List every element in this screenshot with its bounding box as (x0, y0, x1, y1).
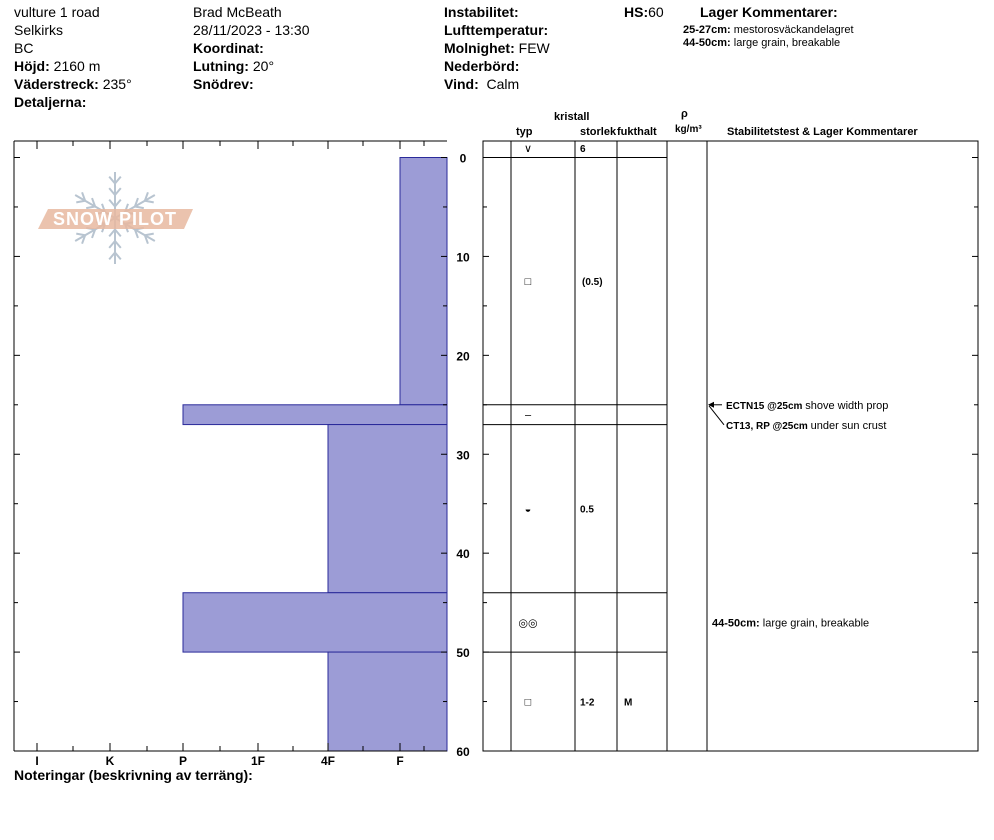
instability-label: Instabilitet: (444, 4, 519, 20)
crystal-type-symbol: □ (524, 276, 532, 289)
hs-value: 60 (648, 4, 664, 20)
details-label: Detaljerna: (14, 94, 87, 110)
hardness-layer-2 (183, 405, 447, 425)
crystal-type-symbol: ◒ (524, 503, 532, 516)
hardness-layer-1 (400, 158, 447, 405)
depth-tick-label: 30 (456, 448, 470, 463)
crystal-type-symbol: ∨ (523, 143, 533, 155)
hardness-tick-label: P (178, 754, 188, 768)
crystal-size-label: 6 (580, 144, 586, 155)
hardness-tick-label: I (35, 754, 39, 768)
coordinate-label: Koordinat: (193, 40, 264, 56)
snowflake-branch (135, 207, 144, 209)
crystal-type-symbol: □ (524, 696, 532, 709)
location: vulture 1 road (14, 4, 100, 20)
chart-frames (14, 141, 978, 751)
depth-tick-label: 0 (459, 151, 467, 166)
hs-label: HS: (624, 4, 649, 20)
snowflake-branch (76, 234, 85, 236)
depth-tick-label: 20 (456, 349, 470, 364)
col-kristall: kristall (554, 111, 590, 123)
col-rho: ρ (681, 108, 688, 120)
snowpilot-logo (38, 172, 193, 264)
col-typ: typ (516, 126, 533, 138)
stability-tests (708, 400, 888, 630)
hardness-tick-label: 1F (250, 754, 266, 768)
col-storlek: storlek (580, 126, 617, 138)
slope-label: Lutning: (193, 58, 249, 74)
cloud-cover-label: Molnighet: (444, 40, 515, 56)
stability-test-label: ECTN15 @25cm (726, 400, 806, 412)
hardness-tick-label: F (396, 754, 404, 768)
col-density-unit: kg/m³ (675, 124, 702, 135)
stability-test-2 (726, 420, 886, 432)
crystal-type-symbol: ◎◎ (518, 617, 538, 630)
depth-tick-label: 60 (456, 745, 470, 759)
hardness-layer-5 (328, 652, 447, 751)
col-fukthalt: fukthalt (617, 126, 657, 138)
axis-ticks (14, 141, 978, 768)
layer-comment-1-text: mestorosväckandelagret (733, 24, 854, 36)
snowflake-branch (86, 207, 95, 209)
datetime: 28/11/2023 - 13:30 (193, 22, 310, 38)
elevation-value: 2160 m (53, 58, 101, 74)
wind-value: Calm (486, 76, 520, 92)
layer-note-text: large grain, breakable (762, 617, 870, 630)
layer-note-label: 44-50cm: (712, 617, 763, 630)
snowdrift-label: Snödrev: (193, 76, 254, 92)
hardness-layers (183, 158, 447, 752)
snowflake-branch (145, 234, 154, 236)
crystal-size-label: (0.5) (582, 277, 603, 289)
layer-comments-title: Lager Kommentarer: (700, 4, 838, 20)
test-pointer-arrowhead (708, 402, 714, 408)
depth-tick-label: 50 (456, 646, 470, 661)
crystal-type-symbol: – (524, 409, 532, 422)
elevation-label: Höjd: (14, 58, 50, 74)
col-stability: Stabilitetstest & Lager Kommentarer (727, 126, 918, 138)
crystal-size-label: 0.5 (580, 504, 594, 516)
stability-test-label: CT13, RP @25cm (726, 420, 811, 432)
hardness-layer-4 (183, 593, 447, 652)
slope-value: 20° (252, 58, 275, 74)
layer-comment-2-depth: 44-50cm: (683, 37, 731, 49)
crystal-table-frame (483, 141, 978, 751)
depth-tick-label: 10 (456, 250, 470, 265)
crystal-size-label: 1-2 (580, 697, 595, 709)
layer-comment-2-text: large grain, breakable (733, 37, 841, 49)
aspect-label: Väderstreck: (14, 76, 99, 92)
cloud-cover-value: FEW (518, 40, 550, 56)
notes-label: Noteringar (beskrivning av terräng): (14, 767, 253, 783)
snowflake-branch (76, 201, 85, 203)
hardness-layer-3 (328, 425, 447, 593)
layer-note-1 (712, 617, 869, 629)
hardness-tick-label: 4F (320, 754, 336, 768)
test-pointer-line (709, 406, 724, 425)
logo-text: SNOW PILOT (53, 209, 177, 229)
stability-test-text: under sun crust (810, 419, 887, 432)
range: Selkirks (14, 22, 64, 38)
stability-test-text: shove width prop (805, 399, 889, 412)
wind-label: Vind: (444, 76, 479, 92)
precip-label: Nederbörd: (444, 58, 520, 74)
stability-test-1 (726, 400, 888, 412)
hardness-tick-label: K (105, 754, 115, 768)
layer-comment-1-depth: 25-27cm: (683, 24, 731, 36)
crystal-moisture-label: M (624, 697, 633, 709)
air-temp-label: Lufttemperatur: (444, 22, 549, 38)
region: BC (14, 40, 34, 56)
depth-tick-label: 40 (456, 547, 470, 562)
snowflake-branch (145, 201, 154, 203)
aspect-value: 235° (102, 76, 132, 92)
observer: Brad McBeath (193, 4, 282, 20)
